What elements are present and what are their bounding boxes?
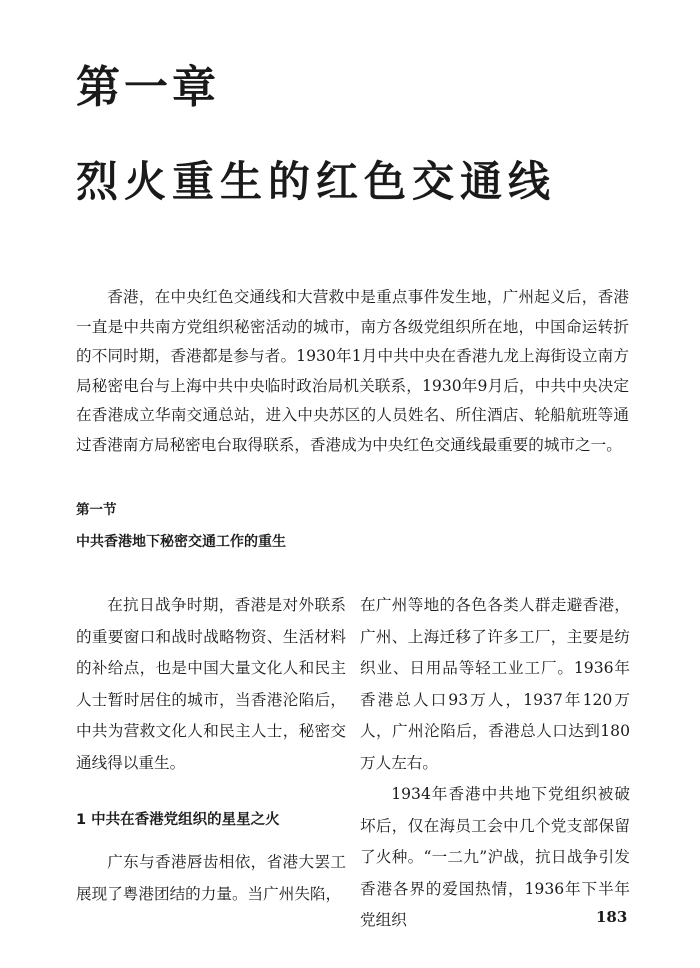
section-label: 第一节 [76,502,117,518]
left-paragraph-2: 广东与香港唇齿相依，省港大罢工展现了粤港团结的力量。当广州失陷， [76,853,346,903]
left-column-bottom [76,847,346,910]
section-title: 中共香港地下秘密交通工作的重生 [76,534,286,550]
page-number: 183 [596,908,628,926]
intro-paragraph: 香港，在中央红色交通线和大营救中是重点事件发生地，广州起义后，香港一直是中共南方党组织秘密活动的城市，南方各级党组织所在地，中国命运转折的不同时期，香港都是参与者。1930年1月中共中央在香港九龙上海街设立南方局秘密电台与上海中共中央临时政治局机关联系，1930年9月后，中共中央决定在香港成立华南交通总站，进入中央苏区的人员姓名、所住酒店、轮船航班等通过香港南方局秘密电台取得联系，香港成为中央红色交通线最重要的城市之一。 [76,288,629,454]
chapter-title: 烈火重生的红色交通线 [76,157,557,206]
intro-text [76,283,629,460]
right-column [360,590,630,937]
subsection-heading: 1 中共在香港党组织的星星之火 [76,812,280,828]
chapter-number: 第一章 [76,62,220,113]
right-paragraph-1: 在广州等地的各色各类人群走避香港，广州、上海迁移了许多工厂，主要是纺织业、日用品等轻工业工厂。1936年香港总人口93万人，1937年120万人，广州沦陷后，香港总人口达到180万人左右。 [360,596,630,772]
left-paragraph-1: 在抗日战争时期，香港是对外联系的重要窗口和战时战略物资、生活材料的补给点，也是中国大量文化人和民主人士暂时居住的城市，当香港沦陷后，中共为营救文化人和民主人士，秘密交通线得以重生。 [76,596,346,772]
left-column-top [76,590,346,779]
right-paragraph-2: 1934年香港中共地下党组织被破坏后，仅在海员工会中几个党支部保留了火种。“一二九”沪战，抗日战争引发香港各界的爱国热情，1936年下半年党组织 [360,785,630,929]
